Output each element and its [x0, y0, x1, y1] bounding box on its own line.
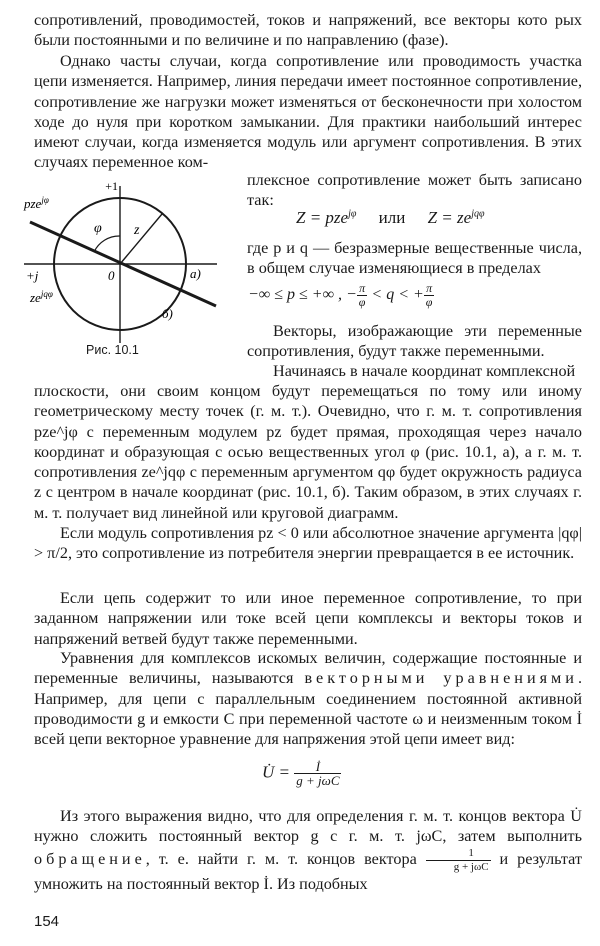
paragraph-7: Если модуль сопротивления pz < 0 или абсолютное значение аргумента |qφ| > π/2, это сопротивление из потребителя энергии превращается в ее источник.	[34, 524, 582, 563]
label-b: б)	[162, 306, 173, 321]
paragraph-10: Из этого выражения видно, что для определения г. м. т. концов вектора U̇ нужно сложить постоянный вектор g с г. м. т. jωC, затем выполнить обращение, т. е. найти г. м. т. концов вектора $\frac{1}{\text{g + jωC}}$ и результат умножить на постоянный вектор İ. Из подобных	[34, 807, 583, 893]
paragraph-2: Однако часты случаи, когда сопротивление или проводимость участка цепи изменяется. Например, линия передачи имеет постоянное сопротивление, сопротивление же нагрузки может изменяться от бесконечности при холостом ходе до нуля при коротком замыкании. Для практики наибольший интерес имеют случаи, когда изменяется модуль или аргумент сопротивления. В этих случаях переменное ком-	[34, 52, 582, 172]
label-origin: 0	[108, 268, 115, 283]
page-number: 154	[34, 913, 60, 930]
angle-arc	[94, 236, 120, 252]
label-z: z	[134, 223, 140, 238]
paragraph-5: Векторы, изображающие эти переменные сопротивления, будут также переменными.	[247, 322, 582, 361]
figure-10-1	[22, 178, 222, 368]
paragraph-6-start: Начинаясь в начале координат комплексной	[273, 362, 576, 380]
label-pze: pze$^{j\varphi}$	[24, 195, 49, 211]
formula-3: U̇ = $\frac{İ}{\text{g + jωC}}$	[262, 759, 340, 788]
paragraph-6: плоскости, они своим концом будут перемещаться по тому или иному геометрическому месту точек (г. м. т.). Очевидно, что г. м. т. сопротивления pze^jφ с переменным модулем pz будет прямая, проходящая через начало координат и образующая с осью вещественных угол φ (рис. 10.1, а), а г. м. т. сопротивления ze^jqφ с переменным аргументом qφ будет окружность радиуса z с центром в начале координат (рис. 10.1, б). Таким образом, в этих случаях г. м. т. получает вид линейной или круговой диаграмм.	[34, 382, 582, 522]
paragraph-9: Уравнения для комплексов искомых величин, содержащие постоянные и переменные величины, называются векторными уравнениями. Например, для цепи с параллельным соединением постоянной активной проводимости g и емкости C при переменной частоте ω и неизменным током İ всей цепи векторное уравнение для напряжения этой цепи имеет вид:	[34, 649, 583, 749]
radius-vector	[120, 214, 162, 264]
figure-diagram	[22, 178, 222, 348]
paragraph-1: сопротивлений, проводимостей, токов и напряжений, все векторы кото рых были постоянными и по величине и по направлению (фазе).	[34, 11, 582, 50]
label-a: а)	[190, 266, 201, 281]
label-plus1: +1	[105, 179, 118, 193]
paragraph-8: Если цепь содержит то или иное переменное сопротивление, то при заданном напряжении или токе всей цепи комплексы и векторы токов и напряжений ветвей будут также переменными.	[34, 589, 582, 648]
label-zeq: $ze^{jq\varphi}$	[30, 289, 53, 305]
formula-2: −∞ ≤ p ≤ +∞ , − $\frac{\pi}{\varphi}$ < q < + $\frac{\pi}{\varphi}$	[248, 281, 433, 309]
paragraph-3: плексное сопротивление может быть записано так:	[247, 171, 582, 210]
paragraph-4: где p и q — безразмерные вещественные числа, в общем случае изменяющиеся в пределах	[247, 239, 582, 278]
figure-caption: Рис. 10.1	[86, 343, 139, 357]
label-plusj: +j	[26, 268, 39, 283]
label-phi: φ	[94, 221, 102, 236]
formula-1: Z = pze$^{j\varphi}$ или $Z = ze^{jq\varphi}$	[296, 208, 485, 227]
